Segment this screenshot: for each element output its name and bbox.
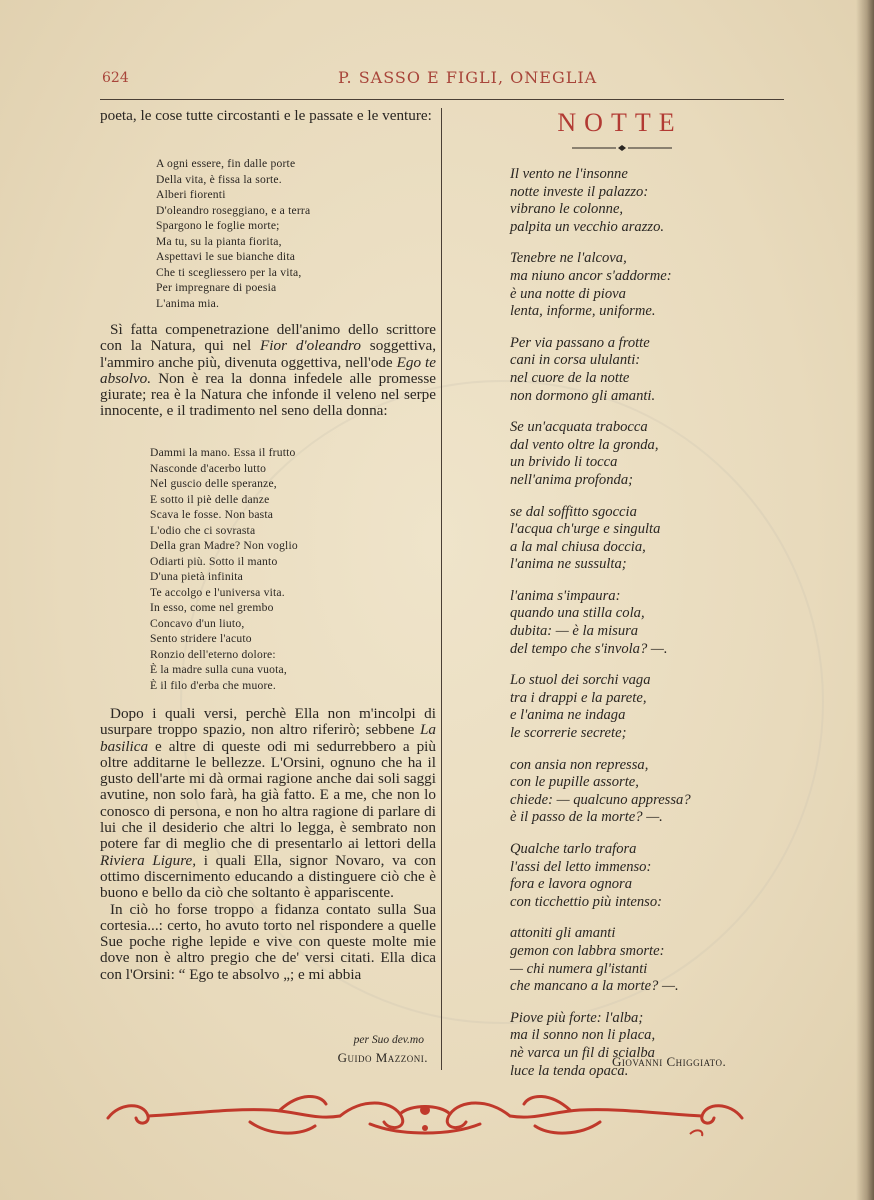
poem-line: lenta, informe, uniforme. — [510, 303, 656, 320]
poem-line: con ansia non repressa, — [510, 756, 649, 773]
verse-line: Della gran Madre? Non voglio — [150, 539, 298, 552]
poem-line: notte investe il palazzo: — [510, 183, 649, 200]
poem-stanza — [510, 841, 691, 911]
verse-line: Per impregnare di poesia — [156, 281, 277, 294]
poem-line: palpita un vecchio arazzo. — [510, 218, 665, 235]
poem-line: — chi numera gl'istanti — [510, 960, 648, 977]
poem-stanza — [510, 588, 691, 658]
poem-stanza — [510, 335, 691, 405]
poem-body — [510, 166, 691, 1094]
verse-line: È la madre sulla cuna vuota, — [150, 663, 287, 676]
paragraph-1-text-e: Non è rea la donna infedele alle promesse giurate; rea è la Natura che infonde il veleno nel serpe innocente, e il tradimento nel seno della donna: — [100, 369, 436, 420]
poem-stanza — [510, 250, 691, 320]
verse-line: A ogni essere, fin dalle porte — [156, 157, 296, 170]
running-header: P. SASSO E FIGLI, ONEGLIA — [338, 68, 598, 87]
poem-line: Se un'acquata trabocca — [510, 419, 648, 436]
verse-line: L'anima mia. — [156, 296, 220, 310]
poem-stanza — [510, 504, 691, 574]
verse-line: L'odio che ci sovrasta — [150, 523, 256, 537]
poem-line: con le pupille assorte, — [510, 774, 639, 791]
poem-line: l'anima ne sussulta; — [510, 556, 627, 573]
poem-stanza — [510, 757, 691, 827]
poem-line: fora e lavora ognora — [510, 876, 633, 893]
paragraph-3 — [100, 902, 436, 983]
paragraph-1 — [100, 322, 436, 420]
paragraph-1-text-a: Sì fatta compenetrazione dell'animo dello scrittore con la Natura, qui nel — [100, 321, 436, 355]
poem-line: Per via passano a frotte — [510, 334, 650, 351]
paragraph-2-text-c: e altre di queste odi mi sedurrebbero a più oltre additarne le bellezze. L'Orsini, ognuno che ha il gusto dell'arte mi dà ormai ragione anche dai soli saggi avutine, non solo farà, ha già fatto. E a me, che non lo conosco di persona, e non ho altra ragione di parlare di lui che il desiderio che altri lo legga, è sembrato non potere far di meglio che di presentarlo ai lettori della — [100, 737, 436, 853]
valediction: per Suo dev.mo — [353, 1034, 424, 1046]
poem-line: luce la tenda opaca. — [510, 1062, 629, 1079]
poem-line: Tenebre ne l'alcova, — [510, 250, 627, 267]
verse-quote-2 — [150, 445, 298, 693]
verse-line: Della vita, è fissa la sorte. — [156, 172, 282, 186]
verse-line: Spargono le foglie morte; — [156, 219, 280, 232]
binding-shadow — [856, 0, 874, 1200]
poem-line: Qualche tarlo trafora — [510, 841, 637, 857]
paragraph-1-text-c: soggettiva, l'ammiro anche più, divenuta oggettiva, nell'ode — [100, 337, 437, 371]
poem-line: Il vento ne l'insonne — [510, 166, 628, 182]
poem-line: un brivido li tocca — [510, 454, 618, 471]
closing-paragraphs — [100, 706, 436, 983]
poem-line: vibrano le colonne, — [510, 201, 624, 218]
opening-text: poeta, le cose tutte circostanti e le passate e le venture: — [100, 107, 432, 124]
italic-title: Ego te absolvo. — [100, 353, 436, 387]
poem-line: del tempo che s'invola? —. — [510, 640, 668, 657]
verse-line: Scava le fosse. Non basta — [150, 508, 274, 521]
poem-line: le scorrerie secrete; — [510, 725, 627, 742]
poem-line: che mancano a la morte? —. — [510, 978, 679, 995]
author-signature: Guido Mazzoni. — [337, 1050, 428, 1065]
verse-line: Che ti scegliessero per la vita, — [156, 265, 302, 279]
verse-line: Odiarti più. Sotto il manto — [150, 554, 278, 568]
poem-line: è una notte di piova — [510, 285, 626, 302]
poem-line: se dal soffitto sgoccia — [510, 503, 637, 520]
poem-line: l'acqua ch'urge e singulta — [510, 521, 661, 538]
decorative-vine-ornament — [100, 1088, 750, 1148]
poem-title: NOTTE — [557, 108, 683, 137]
page-number: 624 — [102, 70, 129, 86]
poem-stanza — [510, 925, 691, 995]
verse-line: È il filo d'erba che muore. — [150, 678, 276, 692]
poem-line: dubita: — è la misura — [510, 623, 639, 640]
poem-line: Piove più forte: l'alba; — [510, 1009, 644, 1026]
verse-line: Dammi la mano. Essa il frutto — [150, 446, 296, 459]
poem-line: quando una stilla cola, — [510, 605, 645, 622]
column-divider — [441, 108, 442, 1070]
verse-quote-1 — [156, 156, 310, 311]
verse-line: D'oleandro roseggiano, e a terra — [156, 203, 311, 217]
verse-line: Alberi fiorenti — [156, 188, 226, 201]
paragraph-3-text: In ciò ho forse troppo a fidanza contato sulla Sua cortesia...: certo, ho avuto torto nel rispondere a quelle Sue poche righe lepide e vive con queste molte mie dove non è altro pregio che de' versi citati. Ella dica con l'Orsini: “ Ego te absolvo „; e mi abbia — [100, 900, 436, 983]
poem-line: cani in corsa ululanti: — [510, 352, 641, 369]
poem-line: tra i drappi e la parete, — [510, 689, 647, 706]
poem-line: è il passo de la morte? —. — [510, 809, 663, 826]
verse-line: Concavo d'un liuto, — [150, 616, 245, 630]
italic-title: Fior d'oleandro — [260, 337, 361, 355]
verse-line: Nasconde d'acerbo lutto — [150, 461, 267, 475]
poem-line: gemon con labbra smorte: — [510, 942, 665, 959]
title-ornament — [572, 143, 672, 153]
verse-line: Aspettavi le sue bianche dita — [156, 250, 296, 263]
poem-line: l'anima s'impaura: — [510, 587, 621, 604]
poem-stanza — [510, 166, 691, 236]
poem-line: l'assi del letto immenso: — [510, 858, 652, 875]
italic-title: La basilica — [100, 721, 436, 755]
poem-line: attoniti gli amanti — [510, 925, 616, 942]
verse-line: Ronzio dell'eterno dolore: — [150, 647, 276, 661]
poem-line: chiede: — qualcuno appressa? — [510, 791, 691, 808]
poem-stanza — [510, 672, 691, 742]
poet-signature: Giovanni Chiggiato. — [612, 1054, 727, 1069]
italic-title: Riviera Ligure, — [100, 851, 197, 869]
verse-line: Ma tu, su la pianta fiorita, — [156, 234, 282, 248]
verse-line: Sento stridere l'acuto — [150, 632, 252, 645]
verse-line: Nel guscio delle speranze, — [150, 477, 277, 490]
poem-line: dal vento oltre la gronda, — [510, 436, 659, 453]
poem-line: non dormono gli amanti. — [510, 387, 656, 404]
verse-line: E sotto il piè delle danze — [150, 492, 270, 506]
poem-line: a la mal chiusa doccia, — [510, 538, 646, 555]
poem-line: nell'anima profonda; — [510, 471, 633, 488]
verse-line: Te accolgo e l'universa vita. — [150, 585, 285, 599]
paragraph-2 — [100, 706, 436, 902]
poem-line: ma niuno ancor s'addorme: — [510, 267, 672, 284]
paragraph-2-text-e: i quali Ella, signor Novaro, va con ottimo discernimento educando a distinguere ciò che è buono e bello da ciò che soltanto è appariscente. — [100, 851, 436, 902]
poem-line: nel cuore de la notte — [510, 369, 630, 386]
poem-line: nè varca un fil di scialba — [510, 1044, 655, 1061]
poem-stanza — [510, 419, 691, 489]
verse-line: In esso, come nel grembo — [150, 601, 274, 614]
header-rule — [100, 99, 784, 100]
poem-line: e l'anima ne indaga — [510, 707, 626, 724]
poem-line: Lo stuol dei sorchi vaga — [510, 672, 651, 689]
paragraph-2-text-a: Dopo i quali versi, perchè Ella non m'incolpi di usurpare troppo spazio, non altro riferirò; sebbene — [100, 705, 436, 739]
poem-line: con ticchettio più intenso: — [510, 893, 662, 910]
poem-line: ma il sonno non li placa, — [510, 1027, 656, 1044]
verse-line: D'una pietà infinita — [150, 570, 244, 583]
left-column — [100, 107, 437, 1065]
